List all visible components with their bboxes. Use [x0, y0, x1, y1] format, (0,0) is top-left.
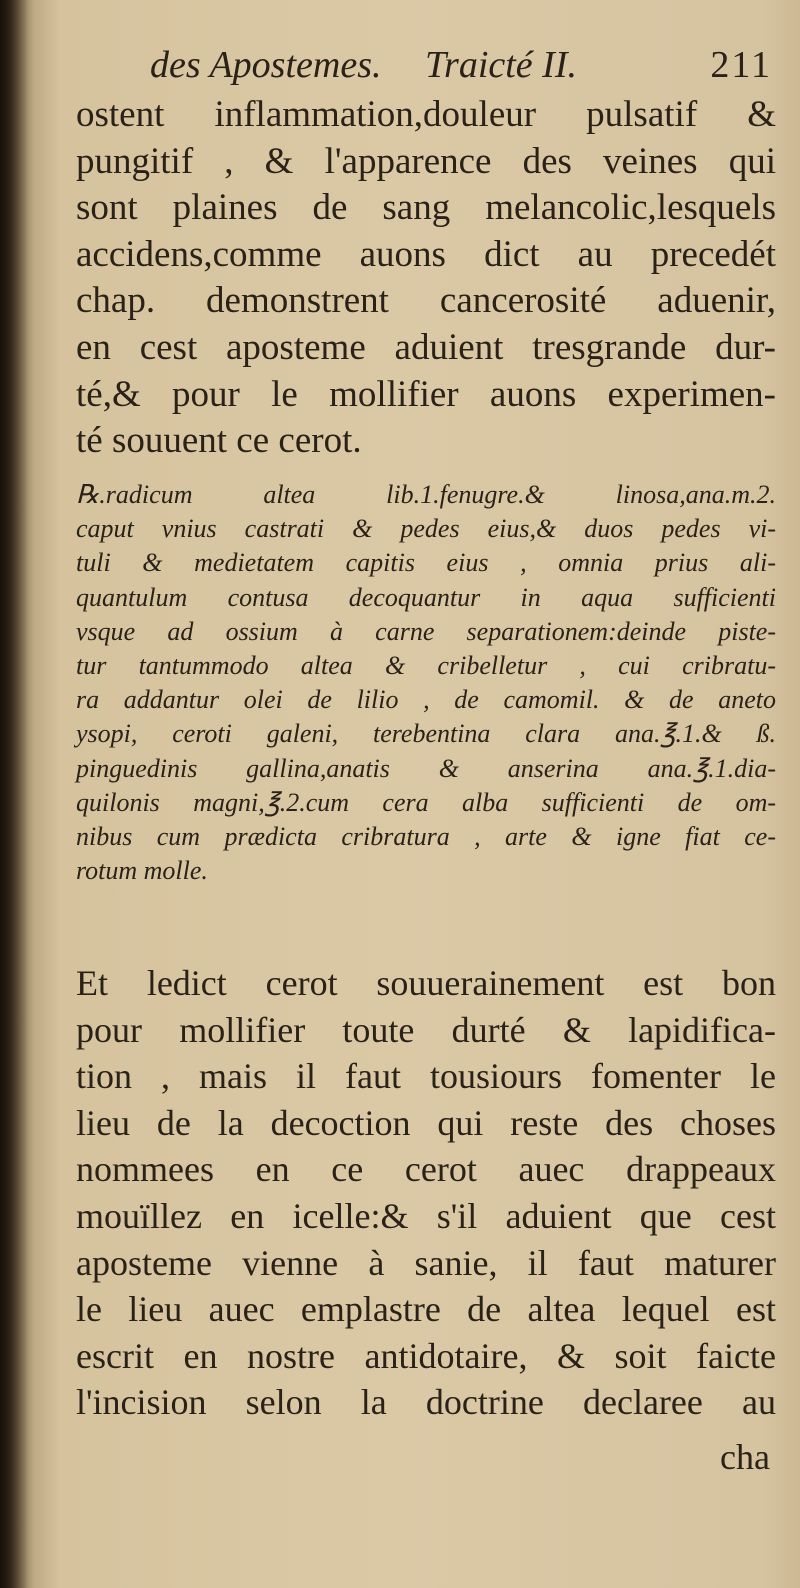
recipe-line: ra addantur olei de lilio , de camomil. & de aneto [76, 685, 776, 715]
text-line: chap. demonstrent cancerosité aduenir, [76, 280, 776, 322]
recipe-line: tur tantummodo altea & cribelletur , cui cribratu- [76, 651, 776, 681]
page-number: 211 [710, 44, 772, 86]
text-line: pungitif , & l'apparence des veines qui [76, 140, 776, 182]
catchword: cha [720, 1437, 770, 1477]
running-title: des Apostemes. [150, 44, 382, 86]
text-line: pour mollifier toute durté & lapidifica- [76, 1009, 776, 1050]
recipe-line: ℞.radicum altea lib.1.fenugre.& linosa,ana.m.2. [76, 480, 776, 509]
text-line: accidens,comme auons dict au precedét [76, 233, 776, 275]
recipe-line: vsque ad ossium à carne separationem:deinde piste- [76, 616, 776, 646]
text-line: nommees en ce cerot auec drappeaux [76, 1149, 776, 1190]
text-line: escrit en nostre antidotaire, & soit faicte [76, 1335, 776, 1376]
running-header [150, 40, 780, 90]
recipe-line: caput vnius castrati & pedes eius,& duos pedes vi- [76, 514, 776, 544]
recipe-line: quilonis magni,℥.2.cum cera alba sufficienti de om- [76, 787, 776, 817]
text-line: lieu de la decoction qui reste des choses [76, 1102, 776, 1143]
text-line: en cest aposteme aduient tresgrande dur- [76, 326, 776, 368]
text-line: aposteme vienne à sanie, il faut maturer [76, 1242, 776, 1283]
recipe-line: quantulum contusa decoquantur in aqua sufficienti [76, 582, 776, 612]
recipe-line: ysopi, ceroti galeni, terebentina clara ana.℥.1.& ß. [76, 719, 776, 749]
paragraph-1 [76, 92, 776, 465]
treatise-label: Traicté II. [425, 44, 577, 86]
text-line: le lieu auec emplastre de altea lequel est [76, 1289, 776, 1330]
recipe-line: pinguedinis gallina,anatis & anserina ana.℥.1.dia- [76, 753, 776, 783]
text-line: Et ledict cerot souuerainement est bon [76, 963, 776, 1003]
text-line: l'incision selon la doctrine declaree au [76, 1382, 776, 1423]
gutter-shadow [0, 0, 34, 1588]
paragraph-2 [76, 960, 776, 1426]
text-line: mouïllez en icelle:& s'il aduient que cest [76, 1195, 776, 1236]
recipe-line: tuli & medietatem capitis eius , omnia prius ali- [76, 548, 776, 578]
text-line: ostent inflammation,douleur pulsatif & [76, 94, 776, 135]
text-line: tion , mais il faut tousiours fomenter le [76, 1056, 776, 1097]
text-line: té,& pour le mollifier auons experimen- [76, 373, 776, 415]
latin-recipe [76, 478, 776, 888]
recipe-line: nibus cum prædicta cribratura , arte & igne fiat ce- [76, 822, 776, 852]
recipe-line: rotum molle. [76, 856, 208, 886]
text-line: té souuent ce cerot. [76, 420, 362, 462]
text-line: sont plaines de sang melancolic,lesquels [76, 187, 776, 229]
